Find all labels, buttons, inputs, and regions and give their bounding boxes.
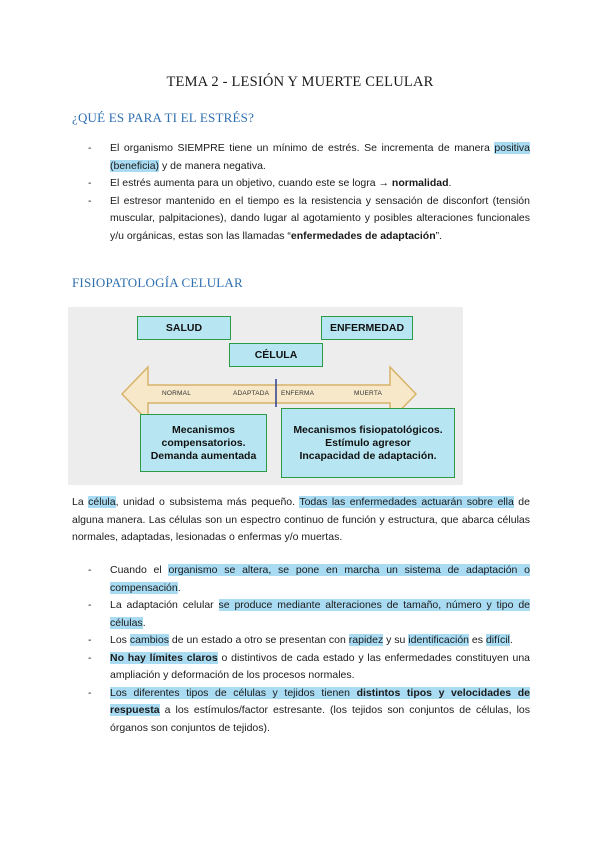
list-item (72, 562, 530, 597)
text: El estrés aumenta para un objetivo, cuando este se logra → (110, 177, 392, 189)
highlight: cambios (129, 634, 169, 646)
text: . (448, 177, 452, 189)
text: Los (110, 634, 130, 646)
text: La adaptación celular (110, 599, 219, 611)
text: y su (383, 634, 409, 646)
text: , unidad o subsistema más pequeño. (115, 496, 300, 508)
celula-list (72, 562, 530, 737)
box-line: Estímulo agresor (325, 436, 411, 449)
text: La (72, 496, 89, 508)
text: . (142, 616, 146, 629)
highlight-bold: distintos tipos y velocidades de respuesta (110, 686, 530, 716)
highlight: positiva (beneficia) (110, 142, 530, 172)
highlight: organismo se altera, se pone en marcha un sistema de adaptación o compensación (110, 564, 530, 594)
bold-text: enfermedades de adaptación (290, 229, 436, 242)
bold-text: normalidad (391, 177, 449, 189)
cell-states-diagram (68, 307, 463, 485)
list-item (72, 140, 530, 175)
list-item (72, 685, 530, 738)
heading-fisiopatologia: FISIOPATOLOGÍA CELULAR (72, 275, 243, 290)
box-line: Mecanismos (171, 423, 236, 436)
label-adaptada: ADAPTADA (233, 390, 270, 397)
text: Cuando el (110, 564, 169, 576)
highlight: difícil (485, 634, 510, 646)
highlight-bold: No hay límites claros (110, 651, 218, 664)
text: a los estímulos/factor estresante. (los tejidos son conjuntos de células, los órganos son conjuntos de tejidos). (110, 704, 530, 734)
text: ”. (435, 229, 443, 242)
highlight: célula (88, 496, 116, 508)
box-line: compensatorios. (161, 436, 246, 449)
celula-label: CÉLULA (254, 348, 298, 361)
enfermedad-label: ENFERMEDAD (329, 321, 405, 334)
label-normal: NORMAL (162, 390, 192, 397)
label-muerta: MUERTA (354, 390, 383, 397)
box-line: Incapacidad de adaptación. (299, 449, 437, 462)
celula-paragraph (72, 494, 530, 547)
highlight: identificación (408, 634, 470, 646)
list-item (72, 193, 530, 246)
heading-estres: ¿QUÉ ES PARA TI EL ESTRÉS? (72, 110, 255, 125)
highlight: se produce mediante alteraciones de tamaño, número y tipo de células (110, 599, 530, 629)
list-item (72, 650, 530, 685)
text: de un estado a otro se presentan con (168, 634, 349, 646)
text: o distintivos de cada estado y las enfermedades constituyen una ampliación y deformación de los procesos normales. (110, 651, 530, 681)
text: . (509, 634, 513, 646)
list-item (72, 597, 530, 632)
text: El estresor mantenido en el tiempo es la resistencia y sensación de disconfort (tensión muscular, palpitaciones), dando lugar al agotamiento y posibles alteraciones funcionales y/u orgánicas, estas son las llamadas “ (110, 194, 530, 242)
page-title: TEMA 2 - LESIÓN Y MUERTE CELULAR (166, 74, 434, 90)
estres-list (72, 140, 530, 245)
salud-label: SALUD (165, 321, 203, 334)
box-line: Demanda aumentada (150, 449, 257, 462)
compensatory-box (140, 414, 267, 472)
box-line: Mecanismos fisiopatológicos. (293, 423, 443, 436)
list-item (72, 175, 530, 193)
list-item (72, 632, 530, 650)
highlight: Todas las enfermedades actuarán sobre ella (299, 496, 514, 508)
text: es (469, 634, 486, 646)
highlight: Los diferentes tipos de células y tejidos tienen (110, 686, 357, 699)
text: y de manera negativa. (159, 159, 266, 172)
label-enferma: ENFERMA (281, 390, 315, 397)
pathophysiological-box (281, 408, 455, 478)
text: El organismo SIEMPRE tiene un mínimo de estrés. Se incrementa de manera (110, 142, 495, 154)
highlight: rapidez (348, 634, 384, 646)
text: . (177, 581, 181, 594)
text: de alguna manera. Las células son un espectro continuo de función y estructura, que abarca células normales, adaptadas, lesionadas o enfermas y/o muertas. (72, 496, 530, 543)
